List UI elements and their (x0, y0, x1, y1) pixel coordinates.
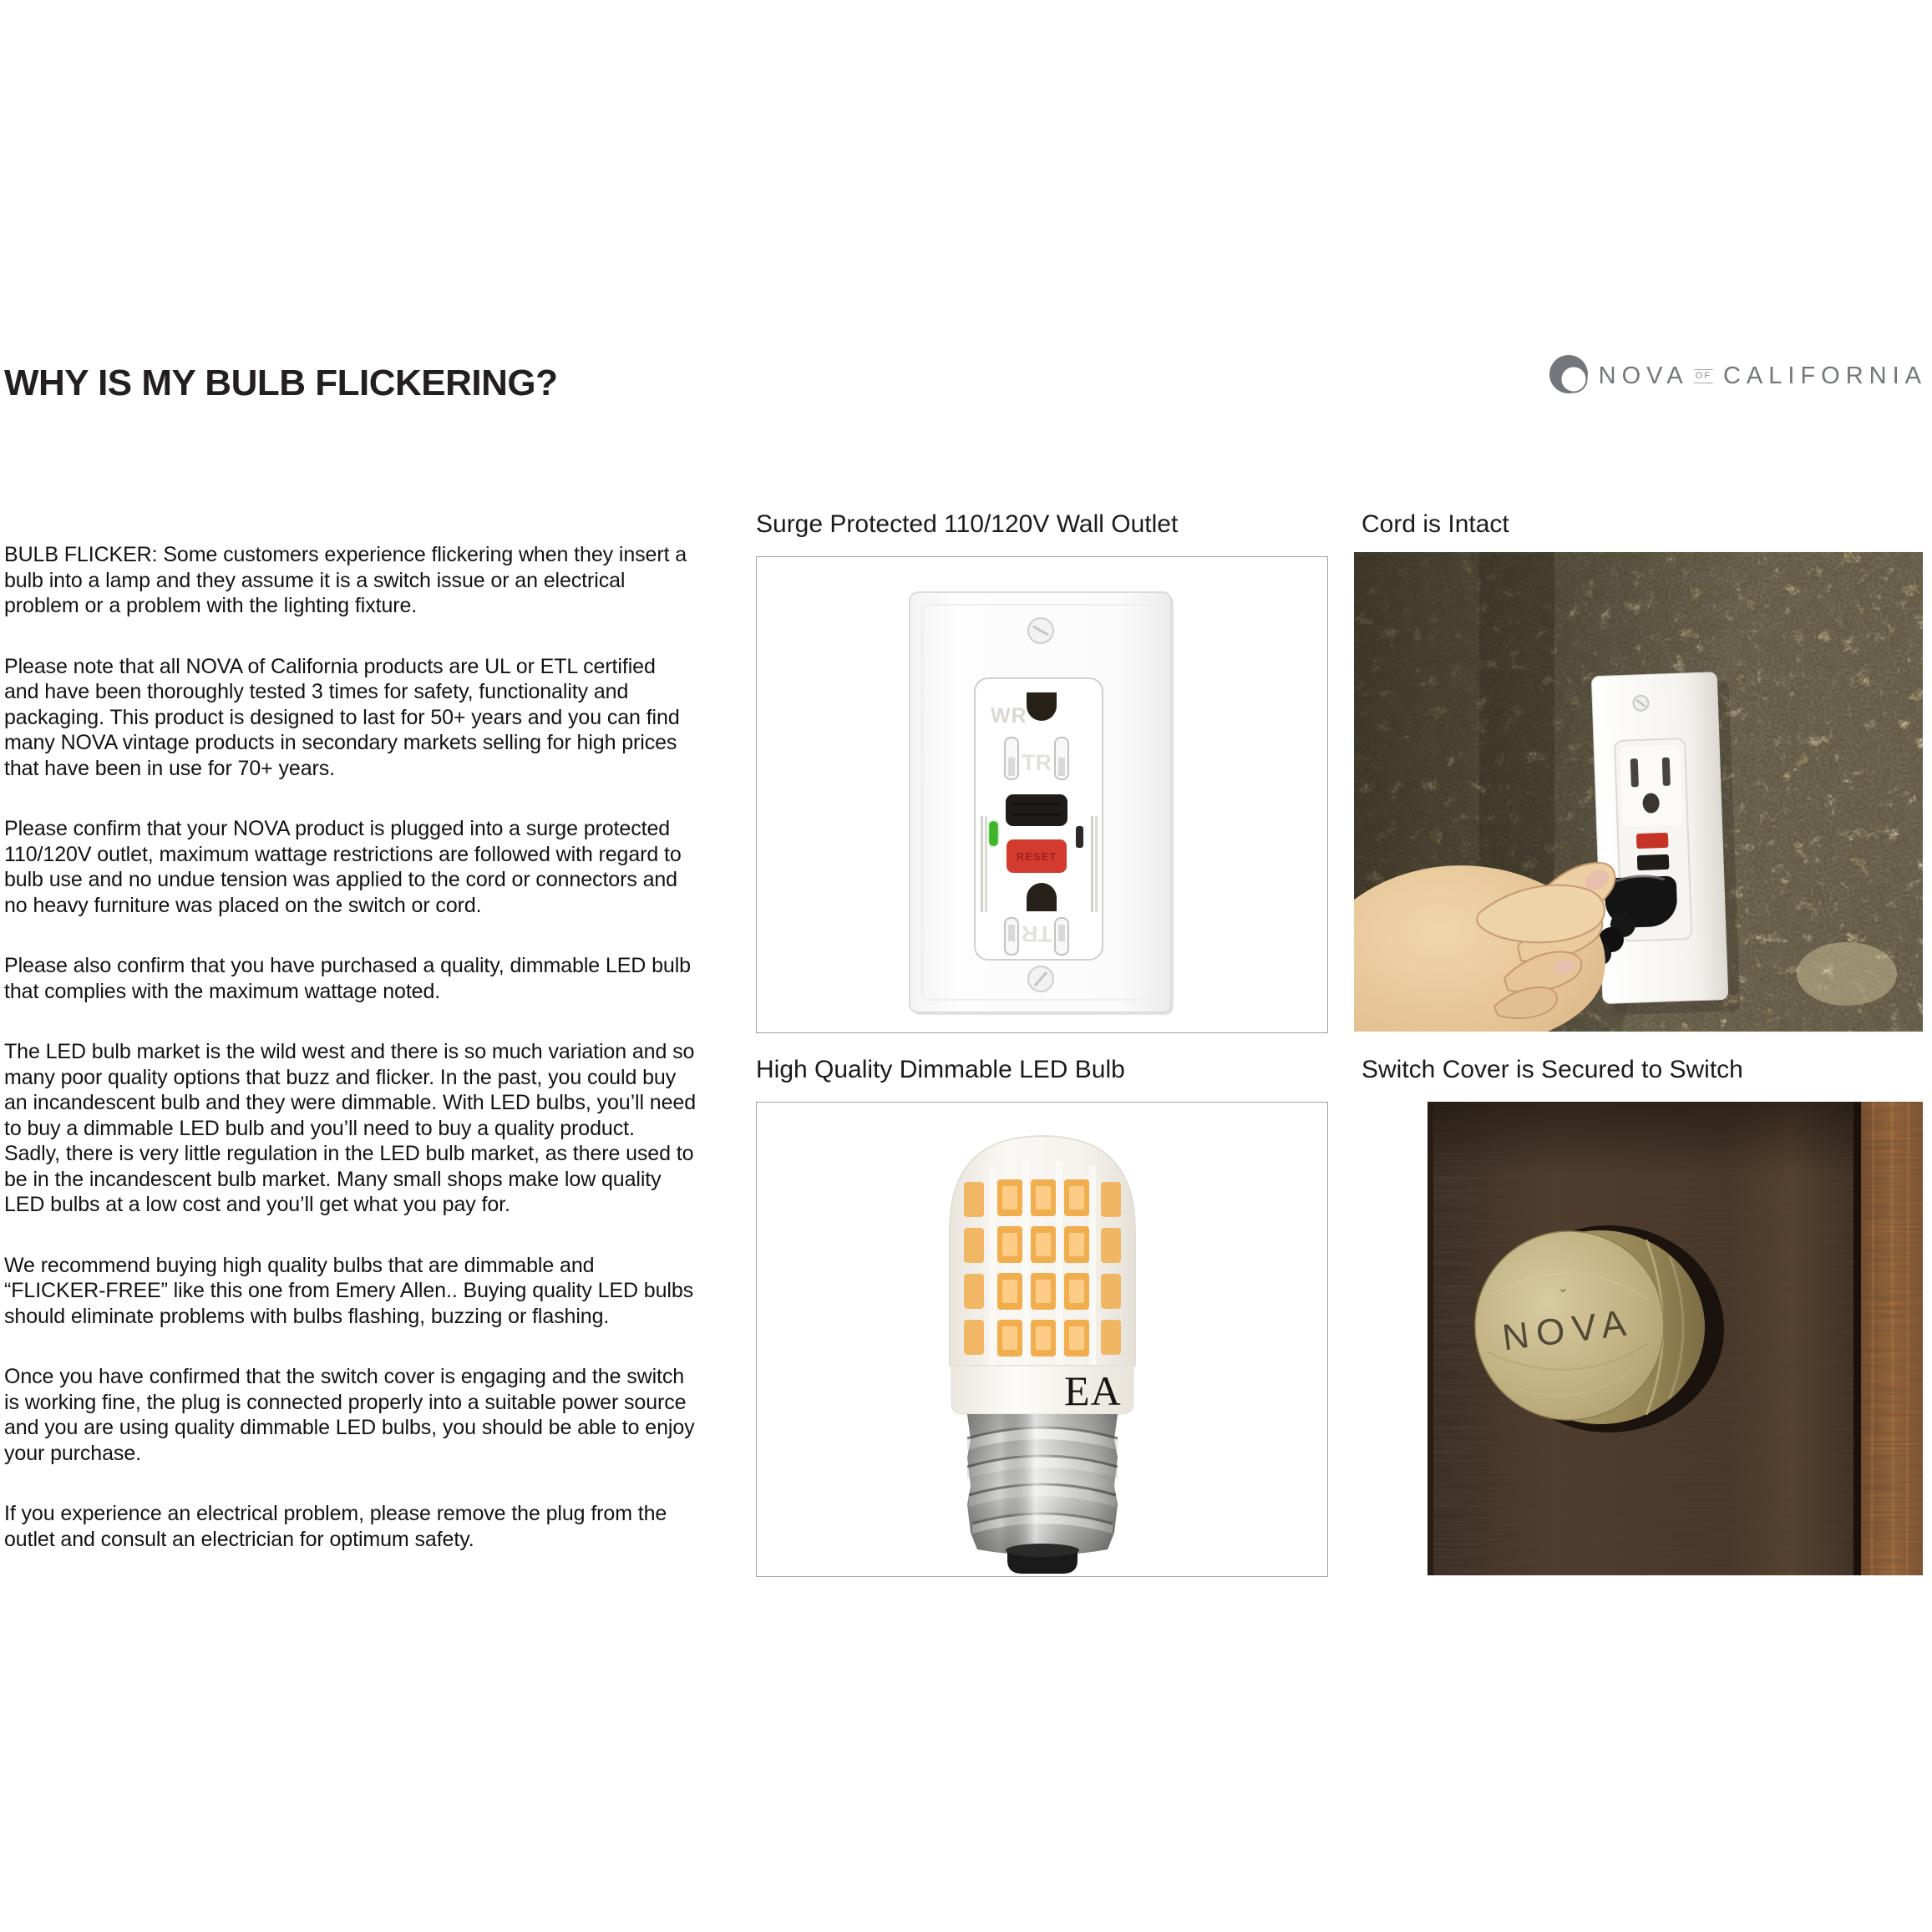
cord-image (1354, 552, 1923, 1032)
logo-region-text: CALIFORNIA (1722, 362, 1927, 389)
figure-bulb (756, 1055, 1328, 1577)
paragraph-dimmable-bulb: Please also confirm that you have purchased a quality, dimmable LED bulb that complies with the maximum wattage noted. (4, 954, 691, 1003)
figure-switch (1354, 1055, 1923, 1575)
outlet-wr-label: WR (991, 704, 1027, 728)
outlet-tr-bottom-label: TR (1022, 921, 1052, 946)
switch-brand-label: NOVA (1499, 1301, 1636, 1359)
outlet-reset-label: RESET (1016, 850, 1057, 863)
switch-mark-icon: ⌄ (1556, 1280, 1569, 1296)
brand-logo (1549, 354, 1927, 398)
figure-outlet (756, 510, 1328, 1033)
article-text (4, 542, 696, 1587)
paragraph-confirmation: Once you have confirmed that the switch cover is engaging and the switch is working fine, the plug is connected properly into a suitable power source and you are using quality dimmable LED bulbs, you should be able to enjoy your purchase. (4, 1365, 695, 1465)
logo-of-text: OF (1694, 369, 1713, 383)
bulb-brand-label: EA (1064, 1367, 1122, 1414)
page-title: WHY IS MY BULB FLICKERING? (4, 363, 558, 403)
paragraph-led-market: The LED bulb market is the wild west and there is so much variation and so many poor quality options that buzz and flicker. In the past, you could buy an incandescent bulb and they were dimmable. With LED bulbs, you’ll need to buy a dimmable LED bulb and you’ll need to buy a quality product. Sadly, there is very little regulation in the LED bulb market, as there used to be in the incandescent bulb market. Many small shops make low quality LED bulbs at a low cost and you’ll get what you pay for. (4, 1040, 697, 1216)
outlet-image (756, 556, 1328, 1033)
paragraph-certification: Please note that all NOVA of California products are UL or ETL certified and have been thoroughly tested 3 times for safety, functionality and packaging. This product is designed to last for 50+ years and you can find many NOVA vintage products in secondary markets selling for high prices that have been in use for 70+ years. (4, 654, 680, 780)
figure-cord (1354, 510, 1923, 1032)
figure-caption-bulb: High Quality Dimmable LED Bulb (756, 1056, 1125, 1083)
paragraph-recommendation: We recommend buying high quality bulbs that are dimmable and “FLICKER-FREE” like this one from Emery Allen.. Buying quality LED bulbs should eliminate problems with bulbs flashing, buzzing or flashing. (4, 1253, 694, 1328)
paragraph-electrician: If you experience an electrical problem, please remove the plug from the outlet and consult an electrician for optimum safety. (4, 1502, 667, 1551)
figure-caption-outlet: Surge Protected 110/120V Wall Outlet (756, 510, 1179, 538)
paragraph-surge-outlet: Please confirm that your NOVA product is plugged into a surge protected 110/120V outlet, maximum wattage restrictions are followed with regard to bulb use and no undue tension was applied to the cord or connectors and no heavy furniture was placed on the switch or cord. (4, 817, 682, 917)
logo-brand-text: NOVA (1598, 362, 1689, 389)
paragraph-bulb-flicker: BULB FLICKER: Some customers experience flickering when they insert a bulb into a lamp and they assume it is a switch issue or an electrical problem or a problem with the lighting fixture. (4, 543, 687, 617)
switch-photo (1354, 1102, 1923, 1575)
figure-caption-switch: Switch Cover is Secured to Switch (1362, 1056, 1743, 1083)
bulb-photo (757, 1103, 1327, 1576)
cord-photo (1354, 552, 1923, 1032)
logo-mark-icon (1549, 354, 1592, 398)
switch-image (1354, 1102, 1923, 1575)
bulb-image (756, 1102, 1328, 1577)
outlet-tr-top-label: TR (1022, 750, 1052, 775)
outlet-photo (757, 557, 1327, 1032)
figure-caption-cord: Cord is Intact (1362, 510, 1509, 538)
